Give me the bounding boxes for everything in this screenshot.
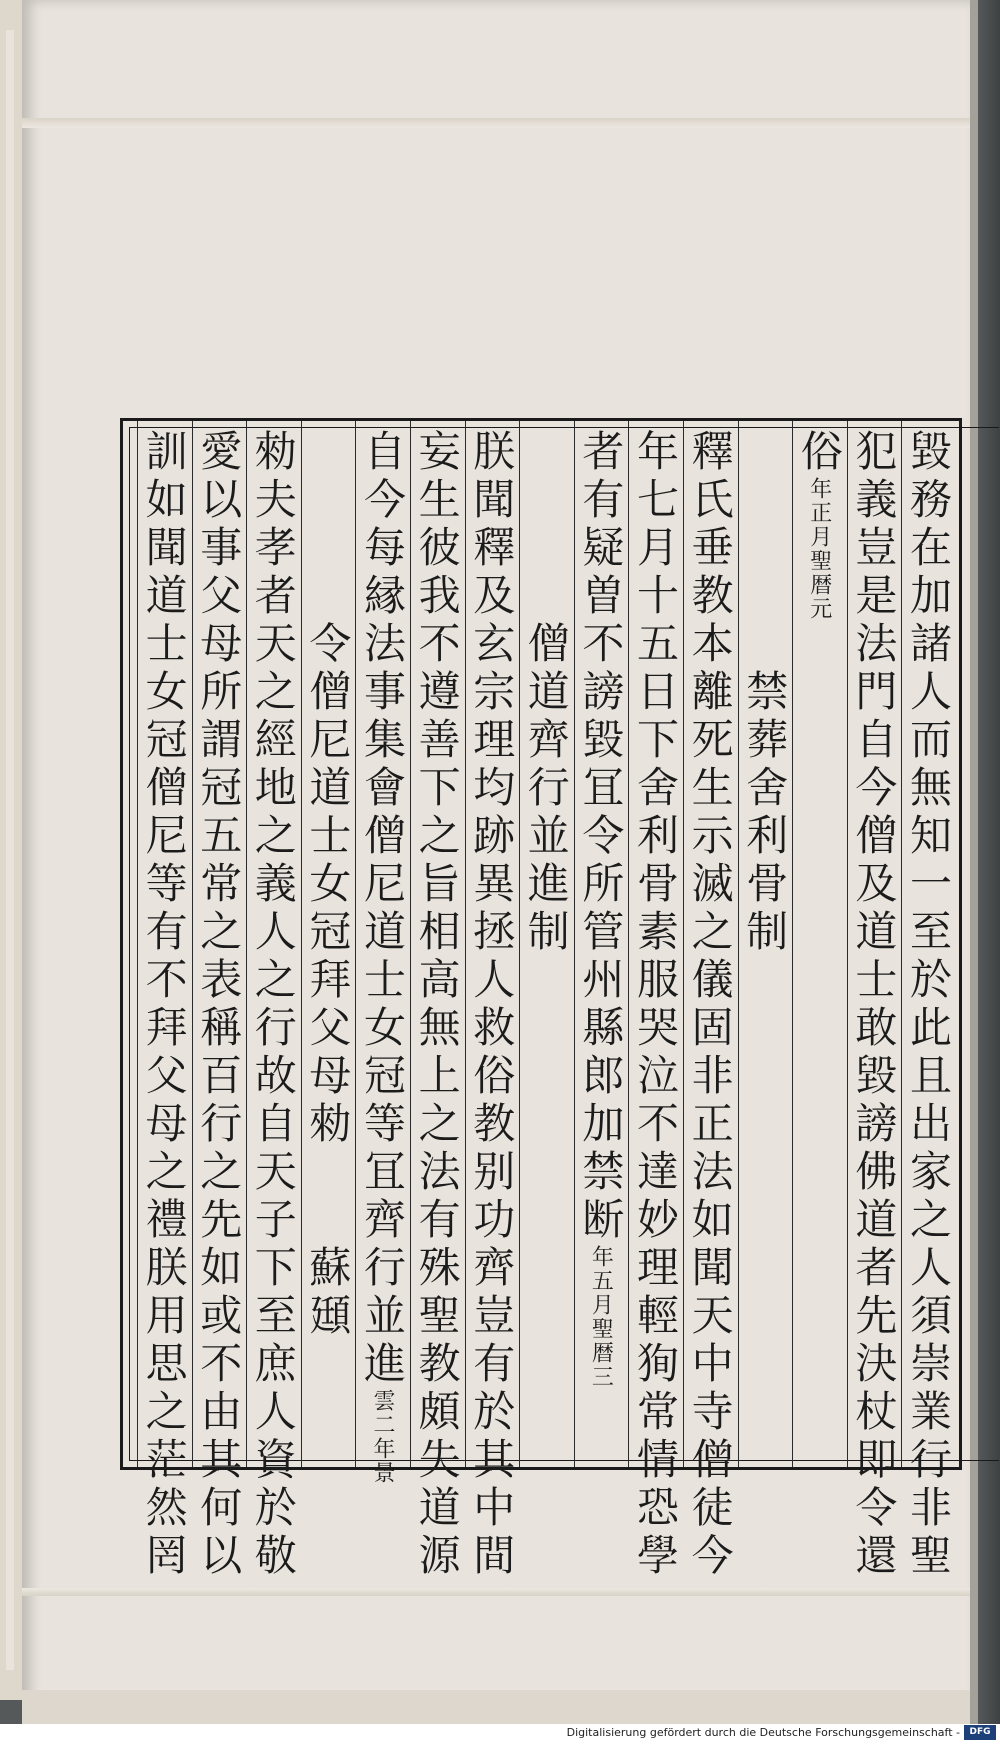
text-column: [412, 421, 464, 1581]
text-column: [139, 421, 191, 1581]
text-column: [740, 421, 792, 1721]
page-fold-top: [22, 118, 970, 128]
column-text: 妄生彼我不遵善下之旨相高無上之法有殊聖教頗失道源: [412, 429, 462, 1581]
previous-leaf-edge: [0, 0, 23, 1700]
text-column: [576, 421, 628, 1481]
interlinear-note: [807, 477, 831, 621]
text-column: [685, 421, 737, 1581]
text-column: [248, 421, 300, 1581]
footer-credit: Digitalisierung gefördert durch die Deutsche Forschungsgemeinschaft -: [566, 1726, 960, 1739]
note-right: 聖暦元: [806, 549, 832, 621]
column-text: 釋氏垂教本離死生示滅之儀固非正法如聞天中寺僧徒今: [685, 429, 735, 1581]
column-text: 朕聞釋及玄宗理均跡異拯人救俗教别功齊豈有於其中間: [467, 429, 517, 1581]
column-text: 者有疑曽不謗毀冝令所管州縣郎加禁断: [576, 429, 626, 1245]
note-left: 年正月: [806, 477, 832, 549]
column-text: 毀務在加諸人而無知一至於此且出家之人須崇業行非聖: [903, 429, 953, 1581]
column-text: 勑夫孝者天之經地之義人之行故自天子下至庶人資於敬: [248, 429, 298, 1581]
column-text: 年七月十五日下舍利骨素服哭泣不達妙理輕狥常情恐學: [630, 429, 680, 1581]
note-left: 年五月: [588, 1245, 614, 1317]
page-fold-bottom: [22, 1588, 970, 1596]
text-column: [303, 421, 355, 1673]
dfg-logo: DFG: [964, 1725, 996, 1740]
text-frame: [120, 418, 962, 1581]
column-text: 犯義豈是法門自今僧及道士敢毀謗佛道者先決杖即令還: [849, 429, 899, 1581]
note-right: 聖暦三: [588, 1317, 614, 1389]
text-column: [903, 421, 955, 1581]
column-text: 自今每縁法事集會僧尼道士女冠等冝齊行並進: [357, 429, 407, 1389]
text-column: [849, 421, 901, 1581]
text-column: [194, 421, 246, 1581]
text-column: [521, 421, 573, 1673]
column-text: 令僧尼道士女冠拜父母勑 蘇頲: [303, 621, 353, 1341]
column-text: 訓如聞道士女冠僧尼等有不拜父母之禮朕用思之茫然罔: [139, 429, 189, 1581]
interlinear-note: [370, 1389, 394, 1485]
note-right: 景: [369, 1461, 395, 1485]
text-column: [794, 421, 846, 1481]
text-column: [630, 421, 682, 1581]
text-column: [357, 421, 409, 1485]
column-text: 僧道齊行並進制: [521, 621, 571, 957]
column-text: 愛以事父母所謂冠五常之表稱百行之先如或不由其何以: [194, 429, 244, 1581]
note-left: 雲二年: [369, 1389, 395, 1461]
column-text: 禁葬舍利骨制: [740, 669, 790, 957]
interlinear-note: [588, 1245, 612, 1389]
text-column: [467, 421, 519, 1581]
column-text: 俗: [794, 429, 844, 477]
